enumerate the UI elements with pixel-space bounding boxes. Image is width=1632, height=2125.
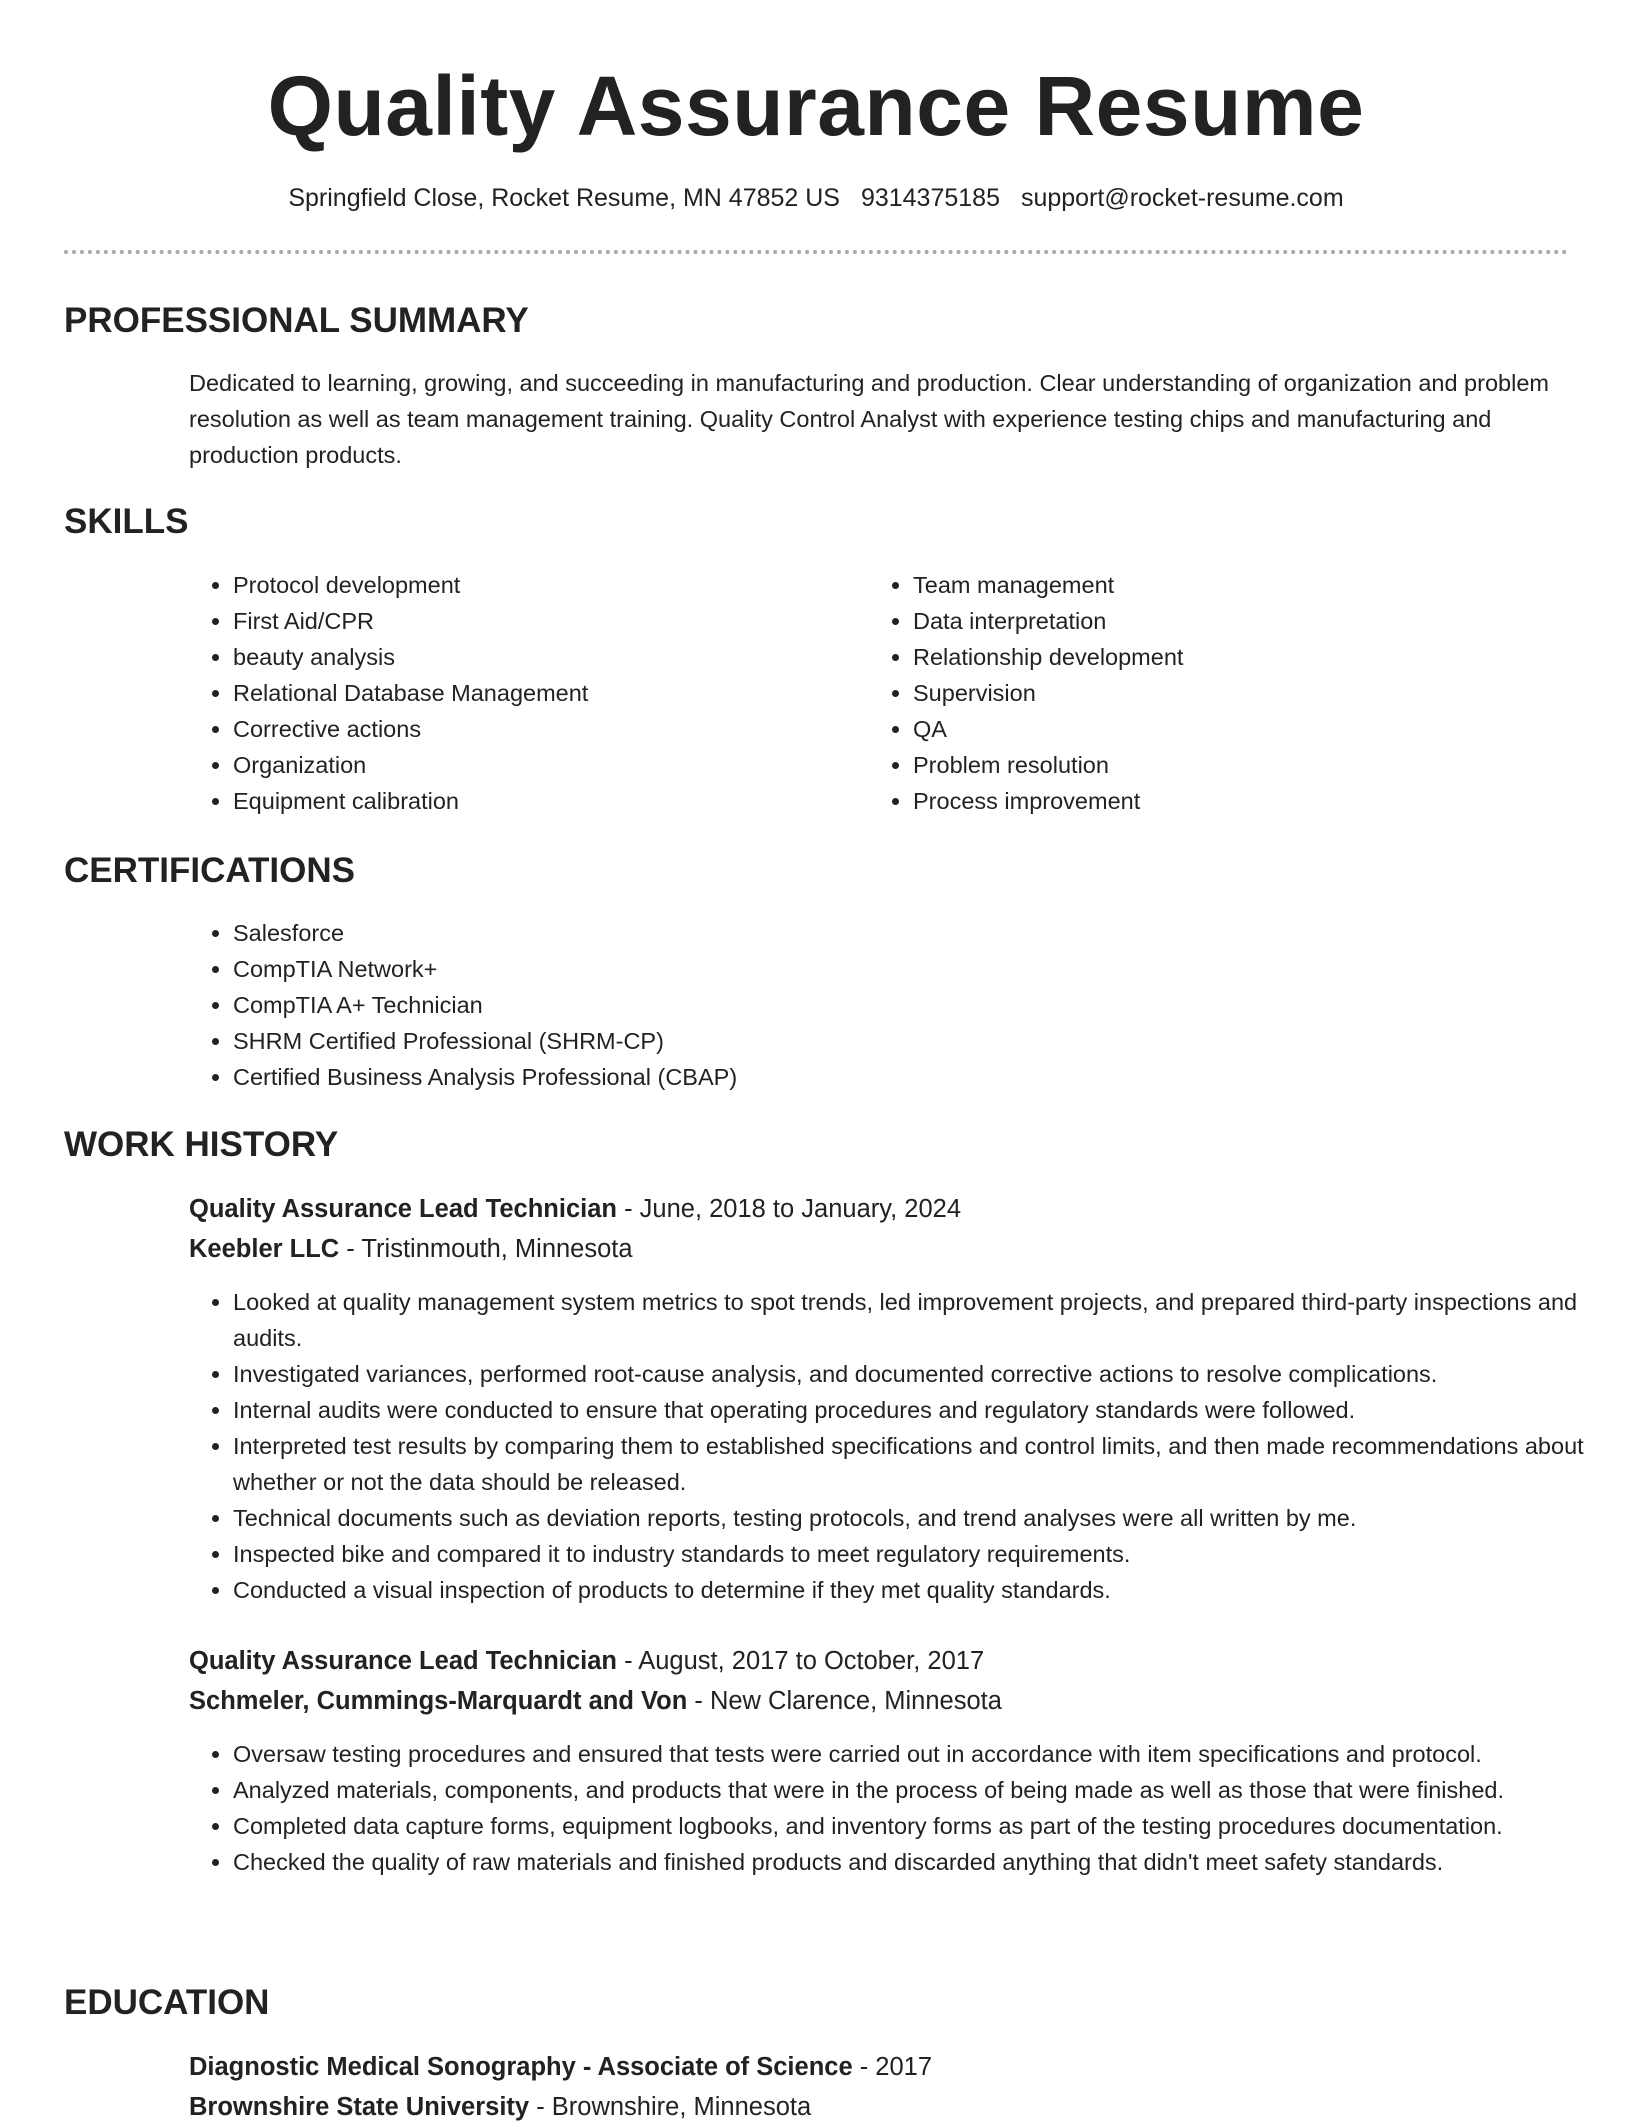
- skills-list-left: [189, 567, 853, 819]
- job-bullet: • Investigated variances, performed root-cause analysis, and documented corrective actions to resolve complications.: [233, 1356, 1623, 1392]
- job-1-company-line: [189, 1231, 633, 1267]
- skill-item: • Relational Database Management: [233, 675, 853, 711]
- contact-phone: 9314375185: [860, 184, 1000, 212]
- certification-item: • CompTIA Network+: [233, 951, 1533, 987]
- job-1-location: - Tristinmouth, Minnesota: [339, 1235, 633, 1263]
- job-2-company: Schmeler, Cummings-Marquardt and Von: [189, 1687, 688, 1715]
- job-2-dates: - August, 2017 to October, 2017: [616, 1647, 985, 1675]
- resume-name: Quality Assurance Resume: [267, 59, 1365, 153]
- skill-item: • Problem resolution: [913, 747, 1533, 783]
- summary-heading: PROFESSIONAL SUMMARY: [64, 301, 529, 340]
- job-1-dates: - June, 2018 to January, 2024: [616, 1195, 961, 1223]
- skill-item: • Organization: [233, 747, 853, 783]
- skills-list-right: [869, 567, 1533, 819]
- job-1-title-line: [189, 1191, 961, 1227]
- job-2-company-line: [189, 1683, 1002, 1719]
- skills-heading: SKILLS: [64, 502, 189, 541]
- job-1-company: Keebler LLC: [189, 1235, 340, 1263]
- job-bullet: • Technical documents such as deviation reports, testing protocols, and trend analyses were all written by me.: [233, 1500, 1623, 1536]
- skill-item: • Equipment calibration: [233, 783, 853, 819]
- job-bullet: • Internal audits were conducted to ensure that operating procedures and regulatory standards were followed.: [233, 1392, 1623, 1428]
- summary-text: Dedicated to learning, growing, and succeeding in manufacturing and production. Clear understanding of organization and problem resolution as well as team management training. Quality Control Analyst with experience testing chips and manufacturing and production products.: [189, 370, 1549, 468]
- education-degree: Diagnostic Medical Sonography - Associate of Science: [189, 2053, 853, 2081]
- skill-item: • First Aid/CPR: [233, 603, 853, 639]
- skill-item: • Corrective actions: [233, 711, 853, 747]
- job-bullet: • Analyzed materials, components, and products that were in the process of being made as well as those that were finished.: [233, 1772, 1632, 1808]
- skill-item: • beauty analysis: [233, 639, 853, 675]
- certification-item: • Salesforce: [233, 915, 1533, 951]
- education-location: - Brownshire, Minnesota: [529, 2093, 812, 2121]
- job-1-bullets: [189, 1284, 1623, 1608]
- certification-item: • SHRM Certified Professional (SHRM-CP): [233, 1023, 1533, 1059]
- skill-item: • Data interpretation: [913, 603, 1533, 639]
- contact-email[interactable]: support@rocket-resume.com: [1020, 184, 1344, 212]
- job-bullet: • Checked the quality of raw materials and finished products and discarded anything that didn't meet safety standards.: [233, 1844, 1632, 1880]
- header-divider: [64, 250, 1568, 254]
- certification-item: • CompTIA A+ Technician: [233, 987, 1533, 1023]
- education-school-line: [189, 2089, 811, 2125]
- contact-line: [0, 182, 1632, 214]
- skill-item: • Team management: [913, 567, 1533, 603]
- skill-item: • Process improvement: [913, 783, 1533, 819]
- education-degree-line: [189, 2049, 932, 2085]
- job-bullet: • Oversaw testing procedures and ensured that tests were carried out in accordance with item specifications and protocol.: [233, 1736, 1632, 1772]
- certifications-heading: CERTIFICATIONS: [64, 851, 356, 890]
- education-school: Brownshire State University: [189, 2093, 530, 2121]
- job-2-title-line: [189, 1643, 984, 1679]
- contact-address: Springfield Close, Rocket Resume, MN 47852 US: [288, 184, 840, 212]
- job-bullet: • Conducted a visual inspection of products to determine if they met quality standards.: [233, 1572, 1623, 1608]
- skill-item: • Protocol development: [233, 567, 853, 603]
- job-2-bullets: [189, 1736, 1632, 1880]
- skill-item: • Relationship development: [913, 639, 1533, 675]
- certifications-list: [189, 915, 1533, 1095]
- skill-item: • Supervision: [913, 675, 1533, 711]
- job-bullet: • Completed data capture forms, equipment logbooks, and inventory forms as part of the testing procedures documentation.: [233, 1808, 1632, 1844]
- work-heading: WORK HISTORY: [64, 1125, 339, 1164]
- job-2-location: - New Clarence, Minnesota: [687, 1687, 1002, 1715]
- education-heading: EDUCATION: [64, 1983, 270, 2022]
- job-bullet: • Inspected bike and compared it to industry standards to meet regulatory requirements.: [233, 1536, 1623, 1572]
- education-year: - 2017: [852, 2053, 933, 2081]
- job-2-title: Quality Assurance Lead Technician: [189, 1647, 617, 1675]
- job-1-title: Quality Assurance Lead Technician: [189, 1195, 617, 1223]
- job-bullet: • Looked at quality management system metrics to spot trends, led improvement projects, and prepared third-party inspections and audits.: [233, 1284, 1623, 1356]
- certification-item: • Certified Business Analysis Professional (CBAP): [233, 1059, 1533, 1095]
- job-bullet: • Interpreted test results by comparing them to established specifications and control limits, and then made recommendations about whether or not the data should be released.: [233, 1428, 1623, 1500]
- skill-item: • QA: [913, 711, 1533, 747]
